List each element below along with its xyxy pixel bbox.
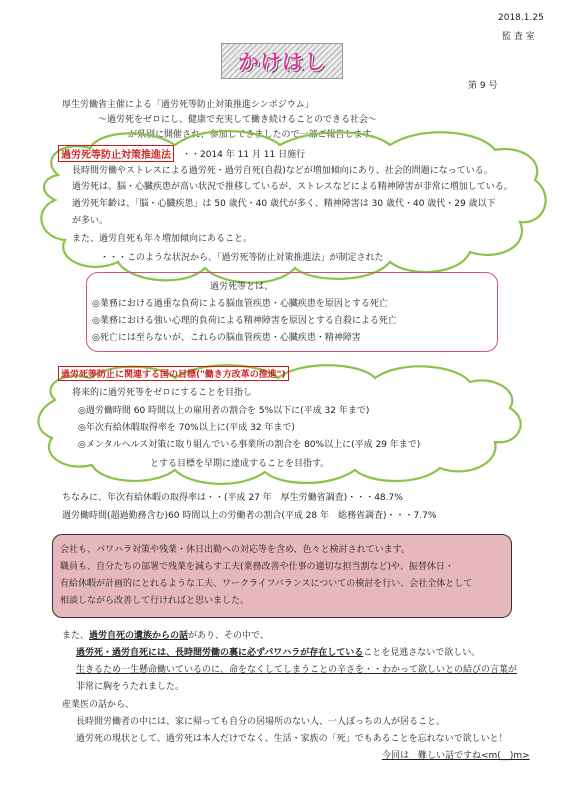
- definition-item-1: ◎業務における過重な負荷による脳血管疾患・心臓疾患を原因とする死亡: [92, 299, 388, 309]
- law-line-1: 長時間労働やストレスによる過労死・過労自死(自殺)などが増加傾向にあり、社会的問題になっている。: [72, 166, 493, 176]
- company-line-1: 会社も、パワハラ対策や残業・休日出勤への対応等を含め、色々と検討されています。: [60, 545, 410, 555]
- intro-line-2: 〜過労死をゼロにし、健康で充実して働き続けることのできる社会〜: [98, 115, 378, 125]
- goals-item-1: ◎週労働時間 60 時間以上の雇用者の割合を 5%以下に(平成 32 年まで): [78, 406, 370, 416]
- doctor-line-3: 過労死の現状として、過労死は本人だけでなく、生活・家族の「死」でもあることを忘れないで欲しいと！: [76, 734, 508, 744]
- definition-title: 過労死等とは、: [210, 282, 274, 292]
- law-line-3: 過労死年齢は、「脳・心臓疾患」は 50 歳代・40 歳代が多く、精神障害は 30 歳代・40 歳代・29 歳以下: [72, 199, 496, 209]
- law-enforcement-date: ・・2014 年 11 月 11 日施行: [182, 150, 306, 160]
- bereaved-key-suffix: ことを見逃さないで欲しい。: [363, 648, 481, 658]
- issue-number: 第 9 号: [468, 81, 498, 91]
- company-line-4: 相談しながら改善して行ければと思いました。: [60, 596, 250, 606]
- goals-item-2: ◎年次有給休暇取得率を 70%以上に(平成 32 年まで): [78, 423, 295, 433]
- intro-line-3: が県別に開催され、参加してきましたので一部ご報告します。: [128, 130, 380, 140]
- definition-item-3: ◎死亡には至らないが、これらの脳血管疾患・心臓疾患・精神障害: [92, 333, 361, 343]
- doctor-closing: 今回は 難しい話ですね<m(__)m>: [382, 751, 530, 761]
- intro-line-1: 厚生労働省主催による「過労死等防止対策推進シンポジウム」: [62, 100, 314, 110]
- goals-badge: 過労死等防止に関連する国の目標("働き方改革の推進"): [58, 366, 289, 381]
- stats-line-2: 週労働時間(超過勤務含む)60 時間以上の労働者の割合(平成 28 年 総務省調査)・・・7.7%: [62, 511, 437, 521]
- goals-closing: とする目標を早期に達成することを目指す。: [150, 459, 330, 469]
- bereaved-line-2: [76, 645, 480, 658]
- doctor-line-2: 長時間労働者の中には、家に帰っても自分の居場所のない人、一人ぼっちの人が居ること。: [76, 717, 446, 727]
- stats-line-1: ちなみに、年次有給休暇の取得率は・・(平成 27 年 厚生労働省調査)・・・48.7%: [62, 493, 403, 503]
- definition-item-2: ◎業務における強い心理的負荷による精神障害を原因とする自殺による死亡: [92, 316, 397, 326]
- bereaved-prefix: また、: [62, 631, 90, 641]
- law-line-4: が多い。: [72, 216, 109, 226]
- bereaved-line-1: [62, 628, 269, 641]
- doctor-line-1: 産業医の話から、: [62, 700, 135, 710]
- department: 監 査 室: [502, 32, 535, 42]
- goals-intro: 将来的に過労死等をゼロにすることを目指し: [72, 388, 253, 398]
- company-line-2: 職員も、自分たちの部署で残業を減らす工夫(業務改善や仕事の適切な担当割など)や、振替休日・: [60, 562, 454, 572]
- issue-date: 2018.1.25: [498, 13, 544, 23]
- goals-item-3: ◎メンタルヘルス対策に取り組んでいる事業所の割合を 80%以上に(平成 29 年まで): [78, 440, 421, 450]
- bereaved-suffix: があり、その中で、: [188, 631, 269, 641]
- law-line-2: 過労死は、脳・心臓疾患が高い状況で推移しているが、ストレスなどによる精神障害が非常に増加している。: [72, 182, 513, 192]
- law-line-5: また、過労自死も年々増加傾向にあること。: [72, 234, 253, 244]
- bereaved-line-3: 生きるため一生懸命働いているのに、命をなくしてしまうことの辛さを・・わかって欲しいとの結びの言葉が: [76, 665, 518, 675]
- bereaved-source: 過労自死の遺族からの話: [89, 631, 189, 641]
- company-line-3: 有給休暇が計画的にとれるような工夫、ワークライフバランスについての検討を行い、会社全体として: [60, 579, 473, 589]
- bereaved-line-4: 非常に胸をうたれました。: [76, 682, 185, 692]
- bereaved-key-message: 過労死・過労自死には、長時間労働の裏に必ずパワハラが存在している: [76, 648, 364, 658]
- newsletter-title: かけはし: [238, 50, 326, 74]
- law-line-6: ・・・このような状況から、「過労死等防止対策推進法」が制定された: [100, 253, 384, 263]
- law-badge: 過労死等防止対策推進法: [58, 145, 174, 162]
